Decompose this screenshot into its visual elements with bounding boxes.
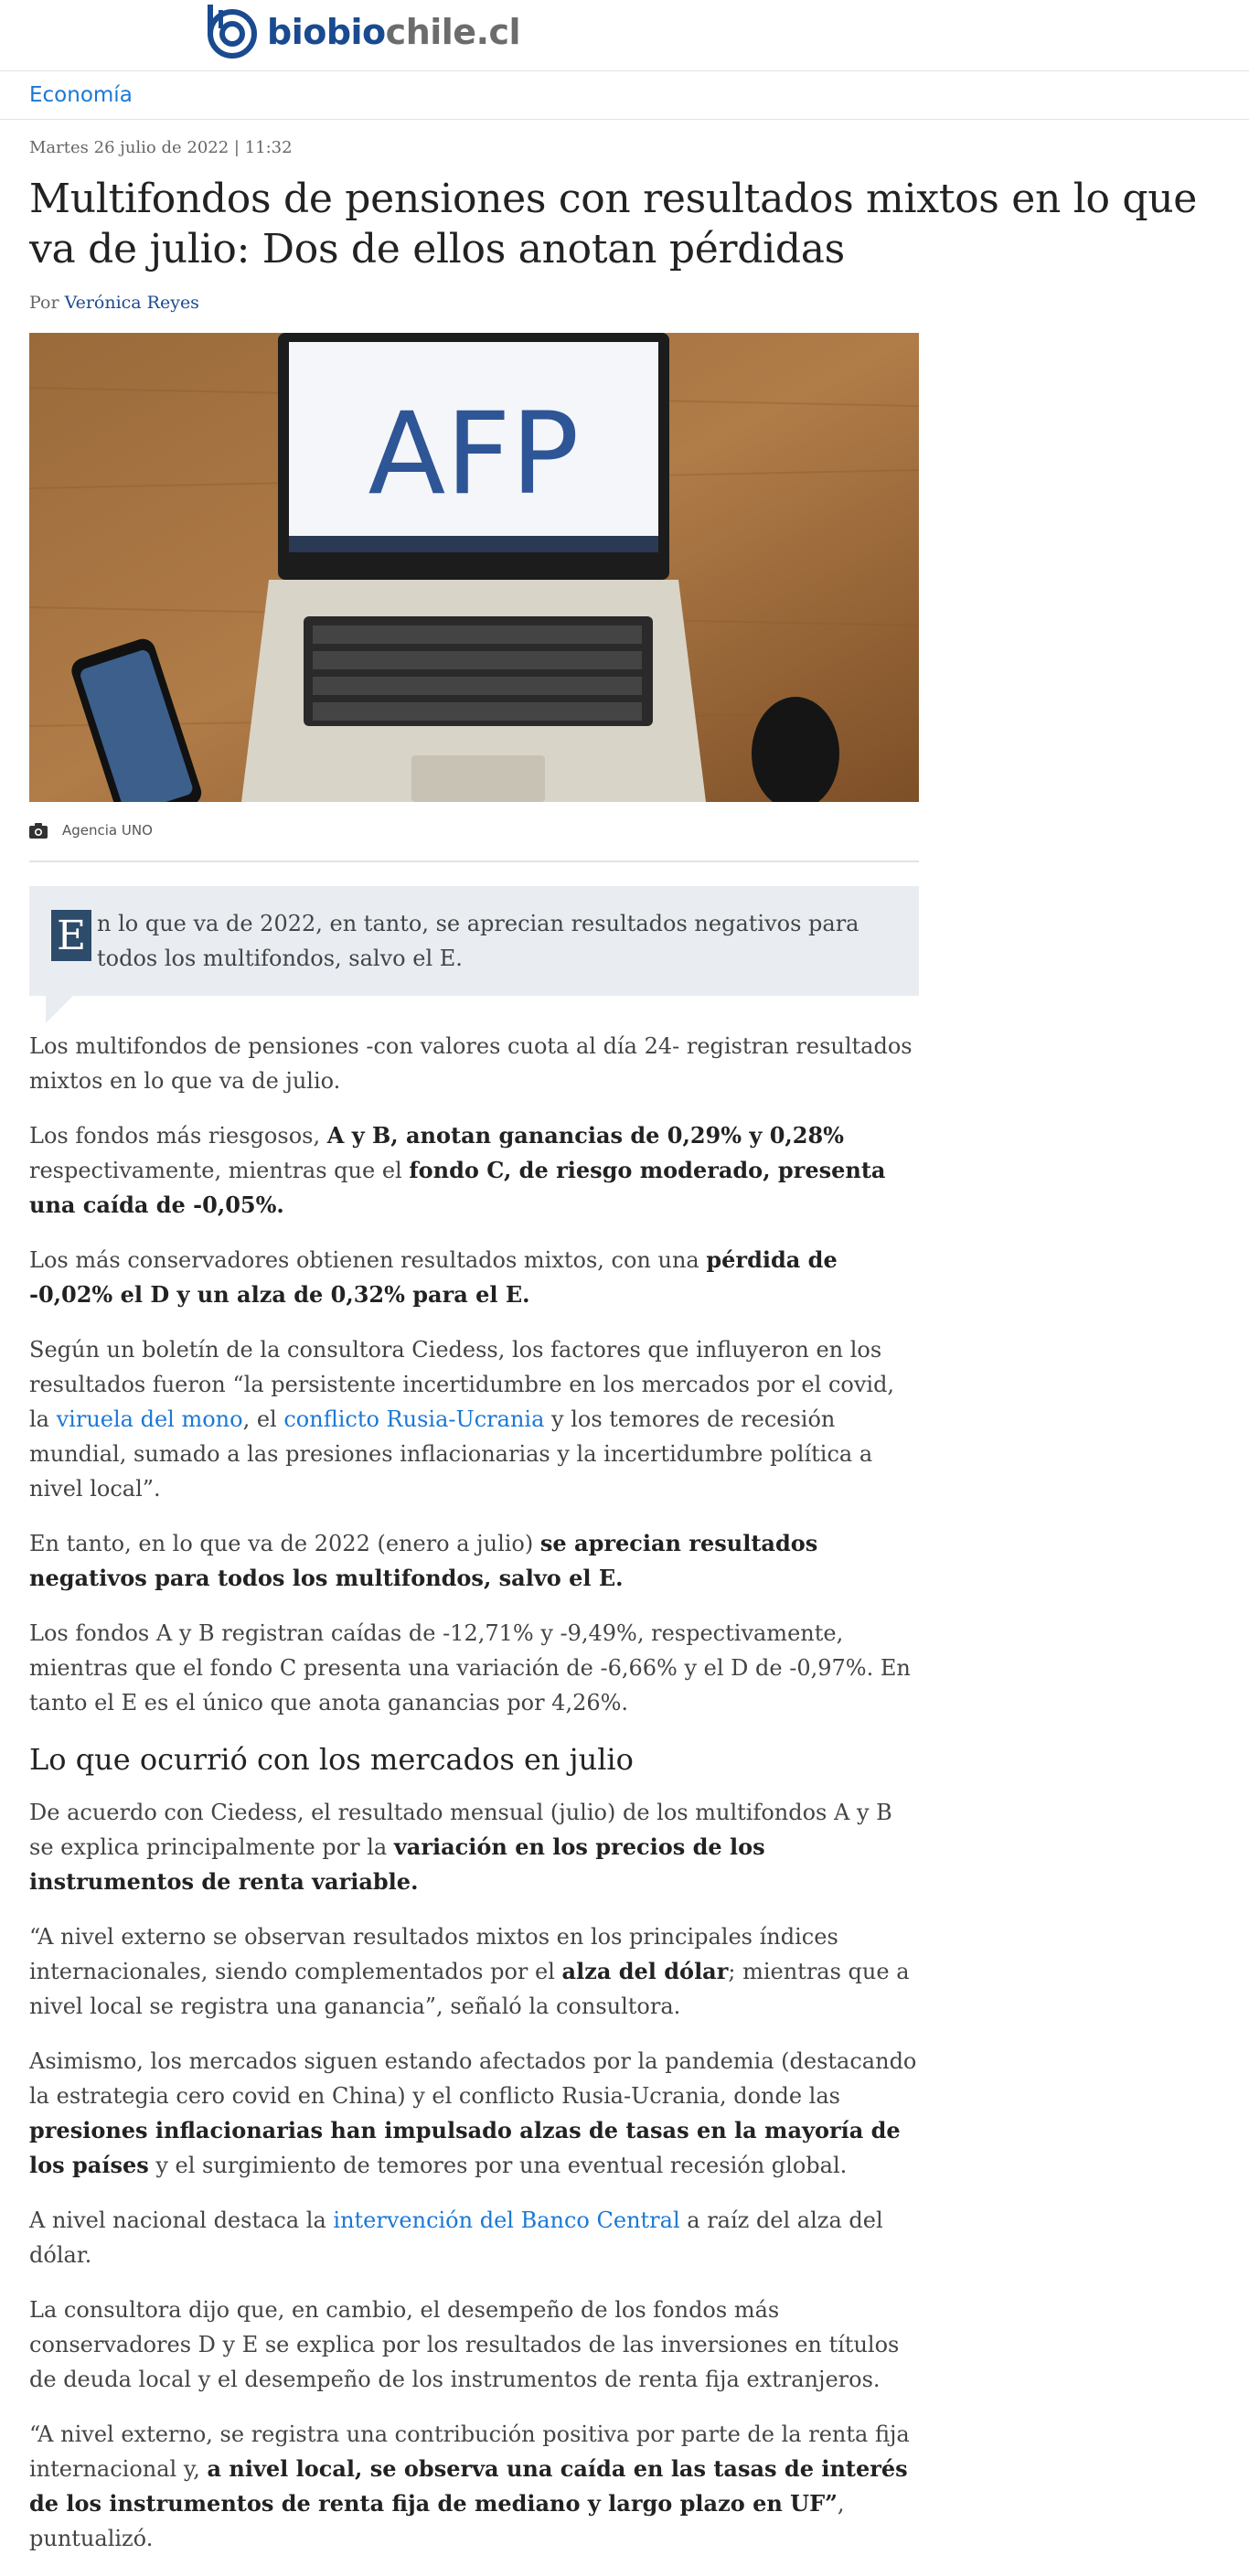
paragraph: “A nivel externo se observan resultados mixtos en los principales índices internacionales, siendo complementados por el alza del dólar; mientras que a nivel local se registra una ganancia”, señaló la consultora. — [29, 1924, 910, 2019]
section-link-economia[interactable]: Economía — [29, 83, 133, 107]
paragraph: Los más conservadores obtienen resultados mixtos, con una pérdida de -0,02% el D y un alza de 0,32% para el E. — [29, 1246, 838, 1308]
link-viruela-del-mono[interactable]: viruela del mono — [56, 1406, 243, 1432]
paragraph: Asimismo, los mercados siguen estando afectados por la pandemia (destacando la estrategia cero covid en China) y el conflicto Rusia-Ucrania, donde las presiones inflacionarias han impulsado alzas de tasas en la mayoría de los países y el surgimiento de temores por una eventual recesión global. — [29, 2048, 917, 2178]
lead-text: n lo que va de 2022, en tanto, se aprecian resultados negativos para todos los multifondos, salvo el E. — [97, 911, 859, 971]
paragraph: A nivel nacional destaca la intervención del Banco Central a raíz del alza del dólar. — [29, 2207, 883, 2268]
photo-caption — [29, 822, 1218, 839]
paragraph: “A nivel externo, se registra una contribución positiva por parte de la renta fija internacional y, a nivel local, se observa una caída en las tasas de interés de los instrumentos de renta fija de mediano y largo plazo en UF”, puntualizó. — [29, 2421, 910, 2551]
paragraph: Los multifondos de pensiones -con valores cuota al día 24- registran resultados mixtos en lo que va de julio. — [29, 1033, 913, 1094]
section-bar — [0, 71, 1249, 120]
paragraph: Según un boletín de la consultora Ciedess, los factores que influyeron en los resultados fueron “la persistente incertidumbre en los mercados por el covid, la viruela del mono, el conflicto Rusia-Ucrania y los temores de recesión mundial, sumado a las presiones inflacionarias y la incertidumbre política a nivel local”. — [29, 1337, 895, 1502]
caption-text: Agencia UNO — [62, 822, 153, 839]
camera-icon — [29, 823, 48, 839]
paragraph: De acuerdo con Ciedess, el resultado mensual (julio) de los multifondos A y B se explica principalmente por la variación en los precios de los instrumentos de renta variable. — [29, 1800, 892, 1895]
site-logo[interactable] — [205, 3, 520, 61]
byline — [29, 293, 1218, 313]
laptop-photo-illustration — [29, 333, 919, 802]
dropcap: E — [51, 910, 91, 961]
article-body — [29, 1029, 919, 2556]
paragraph: En tanto, en lo que va de 2022 (enero a julio) se aprecian resultados negativos para todos los multifondos, salvo el E. — [29, 1530, 818, 1591]
logo-text: biobiochile.cl — [267, 12, 521, 52]
author-link[interactable]: Verónica Reyes — [64, 293, 199, 313]
lead-box — [29, 886, 919, 996]
afp-screen-text: AFP — [368, 389, 580, 520]
paragraph: Los fondos más riesgosos, A y B, anotan ganancias de 0,29% y 0,28% respectivamente, mientras que el fondo C, de riesgo moderado, presenta una caída de -0,05%. — [29, 1122, 886, 1218]
article-title: Multifondos de pensiones con resultados mixtos en lo que va de julio: Dos de ellos anotan pérdidas — [29, 176, 1198, 273]
paragraph: Los fondos A y B registran caídas de -12,71% y -9,49%, respectivamente, mientras que el fondo C presenta una variación de -6,66% y el D de -0,97%. En tanto el E es el único que anota ganancias por 4,26%. — [29, 1620, 911, 1716]
byline-prefix: Por — [29, 293, 59, 313]
link-conflicto-rusia-ucrania[interactable]: conflicto Rusia-Ucrania — [283, 1406, 545, 1432]
article — [29, 120, 1218, 2576]
biobio-logo-icon — [205, 3, 260, 61]
divider — [29, 860, 919, 862]
article-photo — [29, 333, 919, 802]
link-intervencion-banco-central[interactable]: intervención del Banco Central — [333, 2207, 680, 2233]
site-header — [0, 0, 1249, 71]
article-date: Martes 26 julio de 2022 | 11:32 — [29, 138, 293, 157]
section-heading: Lo que ocurrió con los mercados en julio — [29, 1742, 634, 1777]
paragraph: La consultora dijo que, en cambio, el desempeño de los fondos más conservadores D y E se explica por los resultados de las inversiones en títulos de deuda local y el desempeño de los instrumentos de renta fija extranjeros. — [29, 2297, 900, 2392]
